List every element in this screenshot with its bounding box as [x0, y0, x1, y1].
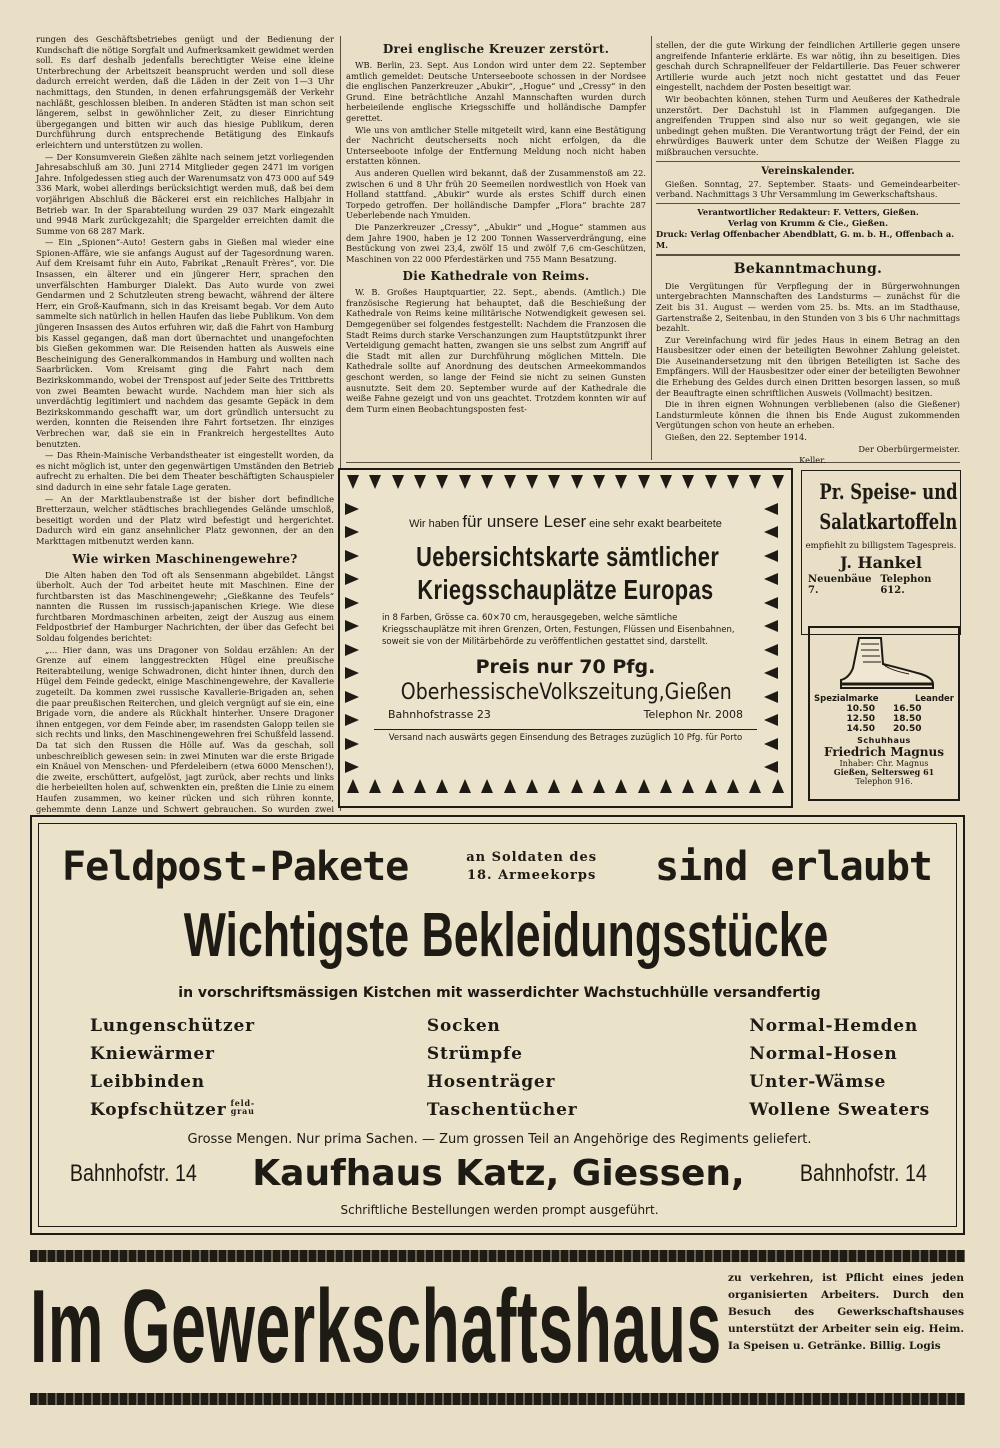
- bekanntmachung-signer: Keller.: [799, 455, 826, 466]
- list-item: Unter-Wämse: [749, 1072, 887, 1092]
- bekanntmachung-3: Die in ihren eignen Wohnungen verbliebenen (also die Gießener) Landsturmleute können die ihnen bis Ende August zukommenden Vergütungen schon von heute an erheben.: [656, 399, 960, 431]
- article-marktlaubenstrasse: — An der Marktlaubenstraße ist der bisher dort befindliche Bretterzaun, welcher städtisches brachliegendes Gelände umschloß, beseitigt worden und der Platz wird befestigt und hergerichtet. Dadurch wird ein ganz ansehnlicher Platz gewonnen, der an den Markttagen mitbenutzt werden kann.: [36, 493, 334, 546]
- column-war-news: [346, 40, 646, 460]
- ad-leser-title-2: Kriegsschauplätze Europas: [417, 574, 714, 605]
- ad-hankel-line1: Pr. Speise- und: [819, 479, 958, 504]
- column-notices: [656, 40, 960, 466]
- ad-feldpost-footer: [56, 1153, 941, 1194]
- ad-feldpost-items-col-c: [749, 1015, 930, 1121]
- article-kreuzer-3: Aus anderen Quellen wird bekannt, daß der Zusammenstoß am 22. zwischen 6 und 8 Uhr früh 20 Seemeilen nordwestlich von Hoek van Holland stattfand. „Abukir“ wurde als erstes Schiff durch einen Torpedo getroffen. Der holländische Dampfer „Flora“ brachte 287 Ueberlebende nach Ymuiden.: [346, 167, 646, 221]
- list-item: Kniewärmer: [90, 1044, 215, 1064]
- color-note-a: feld-: [230, 1098, 255, 1108]
- ad-gwh-title: Im Gewerkschaftshaus: [30, 1269, 722, 1385]
- ornament-border-right: [762, 500, 788, 776]
- ornament-border-left: [343, 500, 369, 776]
- ad-magnus-prices-left: [847, 704, 875, 734]
- list-item: Hosenträger: [426, 1072, 556, 1092]
- ad-feldpost-head-mid2: 18. Armeekorps: [466, 868, 597, 883]
- article-verbandstheater: — Das Rhein-Mainische Verbandstheater ist eingestellt worden, da es nicht möglich ist, unter den gegenwärtigen Umständen den Betrieb aufrecht zu erhalten. Die bei dem Theater beschäftigten Schauspieler sind dadurch in eine sehr fatale Lage geraten.: [36, 450, 334, 492]
- imprint-publisher: Verlag von Krumm & Cie., Gießen.: [728, 217, 888, 228]
- list-item: Socken: [426, 1016, 501, 1036]
- headline-maschinengewehre: Wie wirken Maschinengewehre?: [72, 551, 298, 566]
- ad-hankel-phone: Telephon 612.: [880, 574, 932, 596]
- price-item: 10.50: [846, 704, 875, 714]
- ad-feldpost-kaufhaus-katz: [30, 815, 965, 1235]
- ornament-bar-bottom: [30, 1393, 965, 1405]
- article-maschinengewehre-letter: „... Hier dann, was uns Dragoner von Soldau erzählen: An der Grenze auf einem langgestreckten Hügel eine preußische Reiterabteilung, wenige Schwadronen, dicht hinter ihnen, durch den Hügel dem Feinde gedeckt, einige Maschinengewehre, der Kavallerie zugeteilt. Da kommen zwei russische Kavallerie-Brigaden an, sehen die paar preußischen Reiterchen, und gleich vergnügt auf sie ein, eine Brigade vorn, die andere als Rückhalt hinterher. Unsere Dragoner ihnen entgegen, vor dem Feinde aber, im rasendsten Galopp teilen sie sich rechts und links, den Maschinengewehren frei Schußfeld lassend. Da tat sich den Russen die Hölle auf. Was da geschah, soll unbeschreiblich gewesen sein: in zwei Minuten war die erste Brigade ein Knäuel von Menschen- und Pferdeleibern (etwa 6000 Menschen!), die zweite, erschüttert, aufgelöst, jagt zurück, aber rechts und links die herbeieilten holen auf, schwenkten ein, preßten die Linie zu einem Haufen zusammen, wo keiner rücken und sich rühren konnte, gehemmte denn Lanze und Schwert gebrauchen. So wurden zwei: [36, 644, 334, 814]
- ad-feldpost-address-left: Bahnhofstr. 14: [69, 1159, 197, 1187]
- article-kreuzer-2: Wie uns von amtlicher Stelle mitgeteilt wird, kann eine Bestätigung der Nachricht deutscherseits noch nicht erfolgen, da die Unterseeboote infolge der Entfernung Meldung noch nicht haben erstatten können.: [346, 124, 646, 167]
- price-item: 16.50: [893, 704, 922, 714]
- ad-gewerkschaftshaus: [30, 1250, 965, 1405]
- ad-leser-publisher: OberhessischeVolkszeitung,Gießen: [400, 680, 732, 705]
- ad-feldpost-subtitle: in vorschriftsmässigen Kistchen mit wasserdichter Wachstuchhülle versandfertig: [178, 985, 821, 1001]
- rule-before-calendar: [656, 161, 960, 162]
- ad-leser-title-1: Uebersichtskarte sämtlicher: [416, 541, 720, 572]
- ad-magnus-name: Friedrich Magnus: [824, 745, 944, 759]
- ad-leser-phone: Telephon Nr. 2008: [643, 708, 743, 721]
- list-item-kopfschuetzer: [90, 1099, 255, 1121]
- rule-before-imprint: [656, 203, 960, 204]
- ad-feldpost-items-col-a: [90, 1015, 255, 1121]
- vereinskalender-title: Vereinskalender.: [761, 165, 855, 177]
- ad-leser-address-row: [388, 708, 743, 721]
- article-kreuzer-4: Die Panzerkreuzer „Cressy“, „Abukir“ und „Hogue“ stammen aus dem Jahre 1900, haben je 12 200 Tonnen Wasserverdrängung, eine Bestückung von zwei 23,4, zwölf 15 und zwölf 7,6 cm-Geschützen, Maschinen von 22 000 Pferdestärken und 755 Mann Besatzung.: [346, 221, 646, 264]
- bekanntmachung-2: Zur Vereinfachung wird für jedes Haus in einem Betrag an den Hausbesitzer oder einen der beteiligten Bewohner Zahlung geleistet. Die Auseinandersetzung mit den übrigen Beteiligten ist Sache des Empfängers. Will der Hausbesitzer oder einer der beteiligten Bewohner die Erhebung des Geldes durch einen Dritten besorgen lassen, so muß der Beauftragte einen schriftlichen Ausweis (Vollmacht) besitzen.: [656, 334, 960, 398]
- ad-hankel-address: Neuenbäue 7.: [808, 574, 872, 596]
- column-rule-right: [651, 36, 652, 460]
- ad-magnus-brand-row: [814, 694, 954, 704]
- boot-icon: [829, 634, 939, 692]
- bekanntmachung-signer-title: Der Oberbürgermeister.: [858, 443, 960, 454]
- ad-leser-address: Bahnhofstrasse 23: [388, 708, 491, 721]
- article-maschinengewehre-intro: Die Alten haben den Tod oft als Sensenmann abgebildet. Längst überholt. Auch der Tod arbeitet heute mit Maschinen. Eine der furchtbarsten ist das Maschinengewehr; „Gießkanne des Teufels“ nannten die Russen im russisch-japanischen Kriege. Wie diese furchtbaren Mordmaschinen arbeiten, zeigt der Auszug aus einem Feldpostbrief der Hamburger Nachrichten, der über das Gefecht bei Soldau folgendes berichtet:: [36, 569, 334, 644]
- ad-feldpost-items: [90, 1015, 930, 1121]
- price-item: 18.50: [893, 714, 922, 724]
- article-reims: W. B. Großes Hauptquartier, 22. Sept., abends. (Amtlich.) Die französische Regierung hat behauptet, daß die Beschießung der Kathedrale von Reims keine militärische Notwendigkeit gewesen sei. Demgegenüber sei folgendes festgestellt: Nachdem die Franzosen die Stadt Reims durch starke Verschanzungen zum Hauptstützpunkt ihrer Verteidigung gemacht hatten, zwangen sie uns selbst zum Angriff auf die Stadt mit allen zur Durchführung möglichen Mitteln. Die Kathedrale sollte auf Anordnung des deutschen Armeekommandos geschont werden, so lange der Feind sie nicht zu seinen Gunsten ausnutzte. Seit dem 20. September wurde auf der Kathedrale die weiße Fahne gezeigt und von uns geachtet. Trotzdem konnten wir auf dem Turm einen Beobachtungsposten fest-: [346, 287, 646, 414]
- ad-uebersichtskarte-content: [374, 504, 757, 772]
- ad-magnus-spec-label: Spezialmarke: [814, 694, 879, 704]
- ad-magnus-owner: Inhaber: Chr. Magnus: [839, 759, 929, 768]
- ad-leser-intro-b: für unsere Leser: [462, 512, 587, 531]
- price-item: 12.50: [846, 714, 875, 724]
- ad-magnus-phone: Telephon 916.: [855, 777, 913, 786]
- ad-leser-intro: [374, 512, 757, 532]
- ad-feldpost-head-mid: [466, 849, 597, 885]
- ornament-bar-top: [30, 1250, 965, 1262]
- rule-before-bekanntmachung: [656, 254, 960, 256]
- ad-feldpost-note: Grosse Mengen. Nur prima Sachen. — Zum grossen Teil an Angehörige des Regiments geliefert.: [187, 1132, 812, 1147]
- ad-feldpost-orders: Schriftliche Bestellungen werden prompt ausgeführt.: [340, 1203, 659, 1217]
- ad-feldpost-head-right: sind erlaubt: [655, 844, 932, 890]
- ad-leser-shipping-note: Versand nach auswärts gegen Einsendung des Betrages zuzüglich 10 Pfg. für Porto: [374, 729, 757, 743]
- vereinskalender-text: Gießen. Sonntag, 27. September. Staats- und Gemeindearbeiter-verband. Nachmittags 3 Uhr Versammlung im Gewerkschaftshaus.: [656, 178, 960, 200]
- color-note-b: grau: [230, 1106, 255, 1116]
- ad-hankel-line3: empfiehlt zu billigstem Tagespreis.: [805, 541, 957, 551]
- ad-hankel-name: J. Hankel: [840, 553, 922, 572]
- ad-leser-description: in 8 Farben, Grösse ca. 60×70 cm, herausgegeben, welche sämtliche Kriegsschauplätze mit ihren Grenzen, Orten, Festungen, Flüssen und Eisenbahnen, soweit sie von der Militärbehörde zu veröffentlichen gestattet sind, darstellt.: [382, 613, 735, 647]
- ornament-border-bottom: [344, 777, 787, 803]
- ad-kartoffeln-hankel: [801, 470, 961, 635]
- ad-feldpost-header: [62, 839, 932, 895]
- bekanntmachung-1: Die Vergütungen für Verpflegung der in Bürgerwohnungen untergebrachten Mannschaften des Landsturms — zunächst für die Zeit bis 31. August — werden vom 25. bs. Mts. an im Stadthause, Gartenstraße 2, Seitenbau, in den Stunden von 3 bis 6 Uhr nachmittags bezahlt.: [656, 280, 960, 334]
- list-item-label: Kopfschützer: [90, 1100, 227, 1120]
- ad-feldpost-address-right: Bahnhofstr. 14: [800, 1159, 928, 1187]
- list-item: Lungenschützer: [90, 1016, 255, 1036]
- ad-uebersichtskarte: [338, 468, 793, 808]
- ad-gwh-text: zu verkehren, ist Pflicht eines jeden organisierten Arbeiters. Durch den Besuch des Gewerkschaftshauses unterstützt der Arbeiter sein eig. Heim. Ia Speisen u. Getränke. Billig. Logis: [728, 1272, 964, 1352]
- list-item: Wollene Sweaters: [749, 1100, 930, 1120]
- headline-englische-kreuzer: Drei englische Kreuzer zerstört.: [382, 42, 610, 56]
- article-reims-continued-2: Wir beobachten können, stehen Turm und Aeußeres der Kathedrale unzerstört. Der Dachstuhl ist in Flammen aufgegangen. Die angreifenden Truppen sind also nur so weit gegangen, wie sie unbedingt gehen mußten. Die Verantwortung trägt der Feind, der ein ehrwürdiges Bauwerk unter dem Schutze der Weißen Flagge zu mißbrauchen versuchte.: [656, 93, 960, 157]
- ad-magnus-shop: Schuhhaus: [857, 736, 911, 745]
- column-local-news: [36, 34, 334, 814]
- ad-feldpost-head-left: Feldpost-Pakete: [62, 844, 409, 890]
- article-kreuzer-1: WB. Berlin, 23. Sept. Aus London wird unter dem 22. September amtlich gemeldet: Deutsche Unterseeboote schossen in der Nordsee die englischen Panzerkreuzer „Abukir“, „Hogue“ und „Cressy“ in den Grund. Eine beträchtliche Anzahl Mannschaften wurden durch herbeieilende englische Kriegsschiffe und holländische Dampfer gerettet.: [346, 60, 646, 123]
- ad-hankel-line2: Salatkartoffeln: [819, 509, 958, 534]
- ad-hankel-contact: [808, 574, 954, 596]
- list-item-color-note: [230, 1099, 254, 1115]
- ad-magnus-prices-right: [893, 704, 921, 734]
- list-item: Normal-Hemden: [749, 1016, 919, 1036]
- ad-feldpost-shop-name: Kaufhaus Katz, Giessen,: [252, 1153, 745, 1194]
- ad-magnus-prices: [814, 704, 954, 734]
- ad-feldpost-items-col-b: [427, 1015, 578, 1121]
- list-item: Taschentücher: [426, 1100, 578, 1120]
- list-item: Leibbinden: [90, 1072, 205, 1092]
- ad-leser-intro-c: eine sehr exakt bearbeitete: [589, 518, 722, 530]
- bekanntmachung-date: Gießen, den 22. September 1914.: [665, 432, 807, 443]
- price-item: 20.50: [893, 724, 922, 734]
- headline-kathedrale-reims: Die Kathedrale von Reims.: [402, 269, 590, 284]
- ad-magnus-address: Gießen, Seltersweg 61: [833, 767, 935, 777]
- article-spionen-auto: — Ein „Spionen“-Auto! Gestern gabs in Gießen mal wieder eine Spionen-Affäre, wie sie anfangs August auf der Tagesordnung waren. Auf dem Kreisamt fuhr ein Auto, Fabrikat „Renault Frères“, vor. Die Insassen, ein älterer und ein jüngerer Herr, sprachen den unverfälschten Hamburger Dialekt. Das Auto wurde von zwei Gendarmen und 2 Schutzleuten streng bewacht, während der ältere Herr, ein Groß-Kaufmann, sich in das Kreisamt begab. Vor dem Auto sammelte sich natürlich in hellen Haufen das liebe Publikum. Von dem jüngeren Insassen des Autos erfuhren wir, daß die Fahrt von Hamburg bis Kassel gegangen, daß man dort übernachtet und unangefochten bis Gießen gekommen war. Die Reisenden hatten als Ausweis eine Bescheinigung des Generalkommandos in Hamburg und wollten nach Saarbrücken. Vom Kreisamt ging die Fahrt nach dem Bezirkskommando, wobei der Trenspost auf jeder Seite des Trittbretts von zwei Beamten bewacht wurde. Nachdem man hier sich als unverdächtig legitimiert und nachdem das gesamte Gepäck in dem Bezirkskommando geschafft war, um dort gründlich untersucht zu werden, konnten die Reisenden ihre Fahrt fortsetzen. Ihr einziges Verbrechen war, daß sie ein in Frankreich hergestelltes Auto benutzten.: [36, 237, 334, 449]
- price-item: 14.50: [846, 724, 875, 734]
- ad-feldpost-title: Wichtigste Bekleidungsstücke: [183, 901, 829, 970]
- list-item: Normal-Hosen: [749, 1044, 898, 1064]
- ad-feldpost-head-mid1: an Soldaten des: [466, 850, 598, 865]
- bekanntmachung-title: Bekanntmachung.: [733, 260, 883, 277]
- list-item: Strümpfe: [426, 1044, 523, 1064]
- ad-magnus-brand: Leander: [914, 694, 954, 704]
- article-business-hours: rungen des Geschäftsbetriebes genügt und der Bedienung der Kundschaft die nötige Sorgfalt und Aufmerksamkeit gewidmet werden soll. Es darf deshalb jedenfalls berechtigter Weise eine kleine Unterbrechung der Arbeitszeit beansprucht werden und soll diese dadurch erreicht werden, daß die Läden in der Zeit von 1—3 Uhr nachmittags, den Stunden, in denen erfahrungsgemäß der Verkehr nachläßt, geschlossen bleiben. In anderen Städten ist man schon seit längerem, selbst in gewöhnlicher Zeit, zu dieser Einrichtung übergegangen und bitten wir auch das hiesige Publikum, deren Durchführung durch entsprechende Betätigung des Einkaufs erleichtern und unterstützen zu wollen.: [36, 34, 334, 150]
- imprint-printer: Druck: Verlag Offenbacher Abendblatt, G. m. b. H., Offenbach a. M.: [656, 228, 955, 250]
- ad-leser-intro-a: Wir haben: [409, 518, 460, 530]
- article-konsumverein: — Der Konsumverein Gießen zählte nach seinem jetzt vorliegenden Jahresabschluß am 30. Juni 2714 Mitglieder gegen 2471 im vorigen Jahre. Infolgedessen stieg auch der Warenumsatz von 473 000 auf 549 336 Mark, wobei allerdings berücksichtigt werden muß, daß bei dem vorjährigen Abschluß die Bäckerei erst ein reichliches Halbjahr in Betrieb war. In der Sparabteilung wurden 29 037 Mark eingezahlt und 9948 Mark zurückgezahlt; die Spargelder erreichten damit die Summe von 68 287 Mark.: [36, 151, 334, 236]
- ad-schuhhaus-magnus: [808, 626, 960, 801]
- imprint-editor: Verantwortlicher Redakteur: F. Vetters, Gießen.: [697, 206, 919, 217]
- article-reims-continued: stellen, der die gute Wirkung der feindlichen Artillerie gegen unsere angreifende Infanterie erklärte. Es war nötig, ihn zu beseitigen. Dies geschah durch Schrapnellfeuer der Feldartillerie. Das Feuer schwerer Artillerie wurde auch jetzt noch nicht gestattet und das Feuer eingestellt, nachdem der Posten beseitigt war.: [656, 40, 960, 93]
- ornament-border-top: [344, 473, 787, 499]
- ad-leser-price: Preis nur 70 Pfg.: [475, 656, 656, 678]
